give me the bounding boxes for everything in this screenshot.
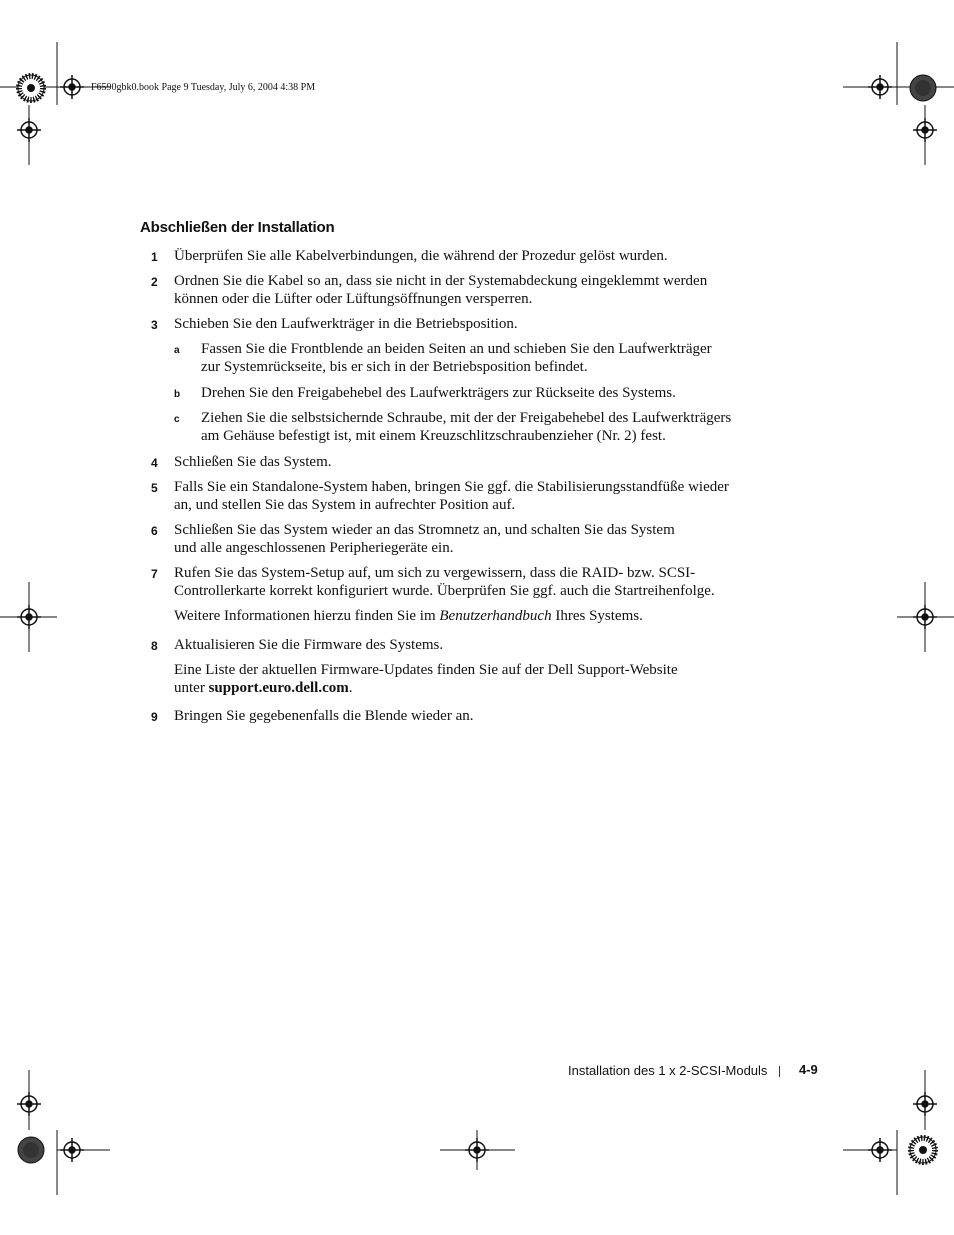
substep-text: zur Systemrückseite, bis er sich in der Betriebsposition befindet. — [201, 359, 588, 375]
step-text: Schließen Sie das System wieder an das Stromnetz an, und schalten Sie das System — [174, 522, 675, 538]
step-text: an, und stellen Sie das System in aufrechter Position auf. — [174, 497, 516, 513]
step-number: 1 — [151, 250, 158, 264]
footer-chapter-title: Installation des 1 x 2-SCSI-Moduls — [568, 1063, 768, 1078]
step-text: Controllerkarte korrekt konfiguriert wurde. Überprüfen Sie ggf. auch die Startreihenfolge. — [174, 583, 715, 599]
step-text: Schieben Sie den Laufwerkträger in die Betriebsposition. — [174, 316, 518, 332]
step-note: Eine Liste der aktuellen Firmware-Updates finden Sie auf der Dell Support-Website — [174, 662, 678, 678]
manual-title: Benutzerhandbuch — [439, 608, 552, 624]
step-text: und alle angeschlossenen Peripheriegeräte ein. — [174, 540, 454, 556]
substep-text: Drehen Sie den Freigabehebel des Laufwerkträgers zur Rückseite des Systems. — [201, 385, 676, 401]
page-number: 4-9 — [799, 1062, 818, 1077]
step-text: Rufen Sie das System-Setup auf, um sich zu vergewissern, dass die RAID- bzw. SCSI- — [174, 565, 696, 581]
section-heading: Abschließen der Installation — [140, 219, 335, 236]
substep-letter: c — [174, 414, 180, 425]
substep-text: am Gehäuse befestigt ist, mit einem Kreuzschlitzschraubenzieher (Nr. 2) fest. — [201, 428, 666, 444]
substep-text: Ziehen Sie die selbstsichernde Schraube, mit der der Freigabehebel des Laufwerkträgers — [201, 410, 732, 426]
step-text: Ordnen Sie die Kabel so an, dass sie nicht in der Systemabdeckung eingeklemmt werden — [174, 273, 708, 289]
step-number: 6 — [151, 524, 158, 538]
step-number: 7 — [151, 567, 158, 581]
footer-separator — [779, 1066, 780, 1077]
step-number: 8 — [151, 639, 158, 653]
substep-letter: b — [174, 389, 181, 400]
substep-letter: a — [174, 345, 180, 356]
step-note: unter support.euro.dell.com. — [174, 680, 353, 696]
step-text: Aktualisieren Sie die Firmware des Systems. — [174, 637, 444, 653]
support-website-link[interactable]: support.euro.dell.com — [208, 680, 349, 696]
step-note: Weitere Informationen hierzu finden Sie im Benutzerhandbuch Ihres Systems. — [174, 608, 643, 624]
step-number: 4 — [151, 456, 158, 470]
step-text: können oder die Lüfter oder Lüftungsöffnungen versperren. — [174, 291, 533, 307]
step-number: 5 — [151, 481, 158, 495]
step-text: Schließen Sie das System. — [174, 454, 332, 470]
step-number: 3 — [151, 318, 158, 332]
step-text: Überprüfen Sie alle Kabelverbindungen, die während der Prozedur gelöst wurden. — [174, 248, 668, 264]
step-number: 9 — [151, 710, 158, 724]
print-file-info: F6590gbk0.book Page 9 Tuesday, July 6, 2004 4:38 PM — [91, 82, 316, 93]
step-text: Bringen Sie gegebenenfalls die Blende wieder an. — [174, 708, 474, 724]
step-text: Falls Sie ein Standalone-System haben, bringen Sie ggf. die Stabilisierungsstandfüße wieder — [174, 479, 729, 495]
step-number: 2 — [151, 275, 158, 289]
substep-text: Fassen Sie die Frontblende an beiden Seiten an und schieben Sie den Laufwerkträger — [201, 341, 712, 357]
